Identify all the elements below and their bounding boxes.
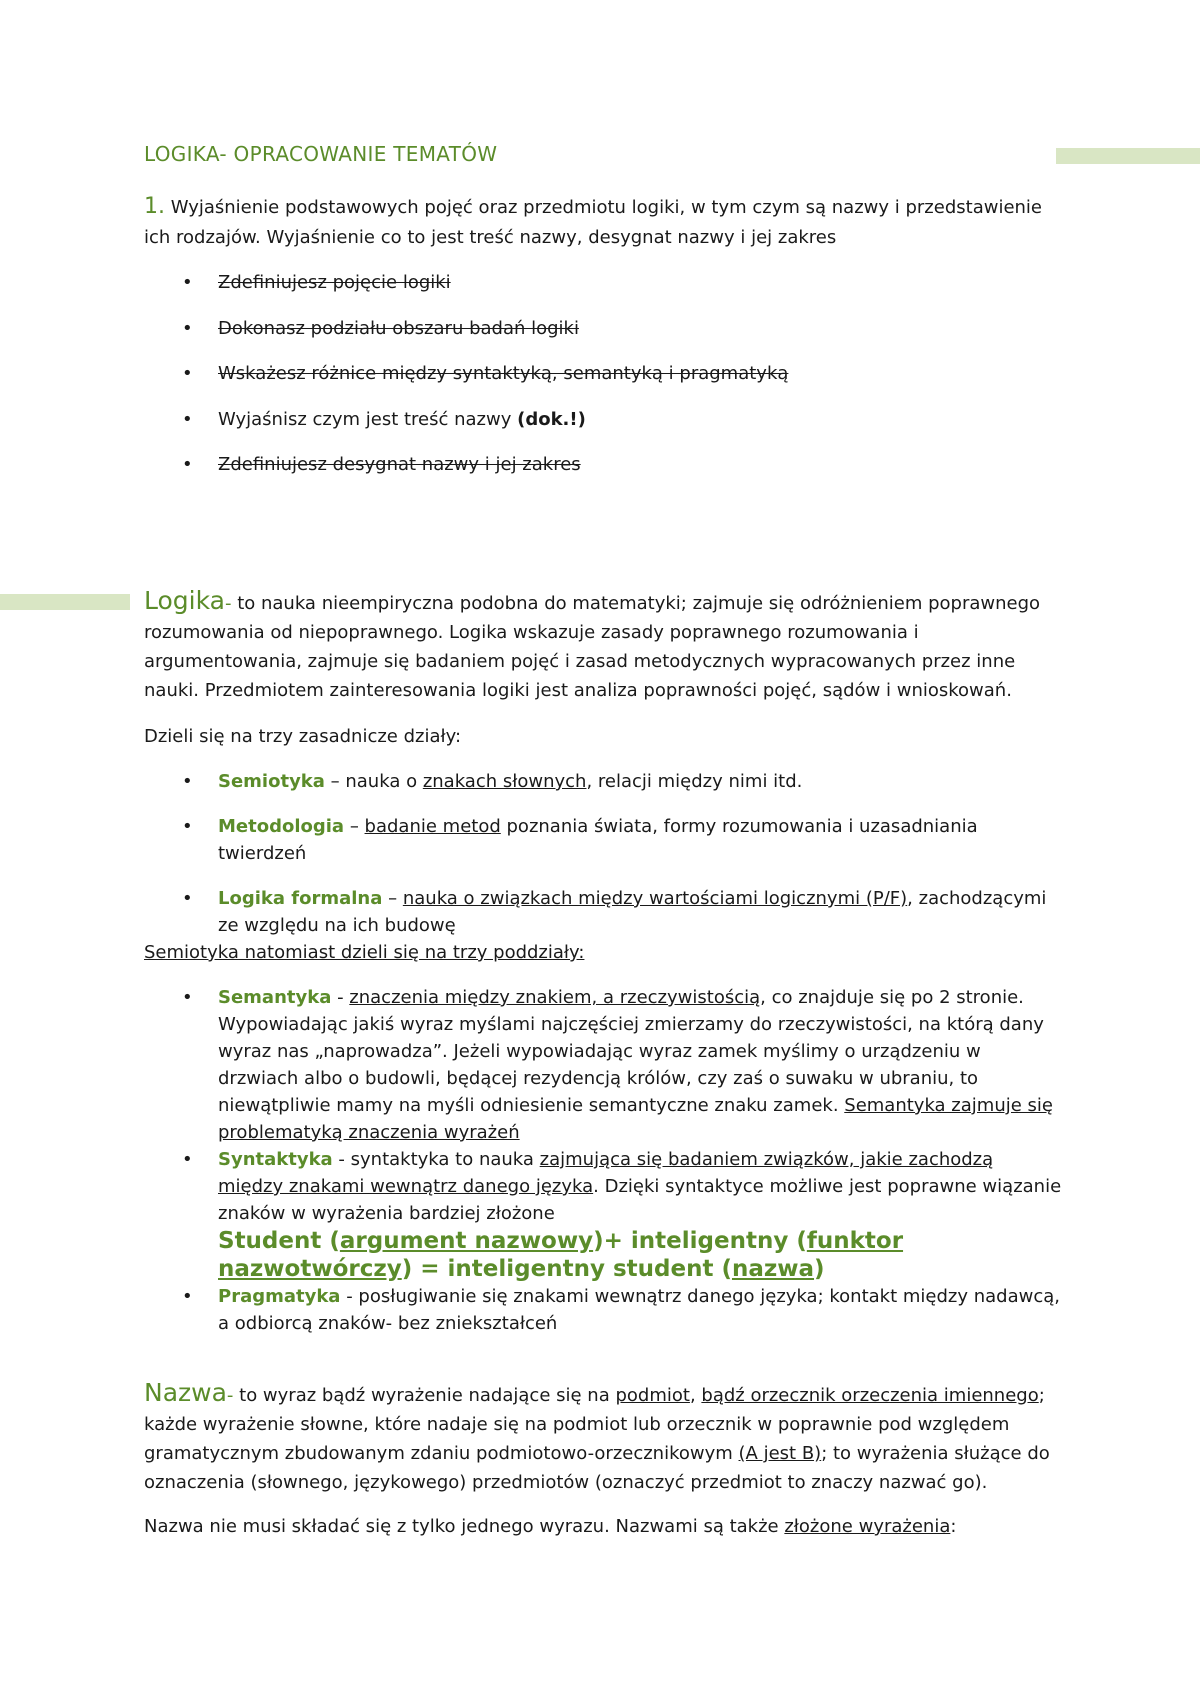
semiotics-item-semantyka: • Semantyka - znaczenia między znakiem, a rzeczywistością, co znajduje się po 2 stronie. Wypowiadając jakiś wyraz myślami najczęściej zmierzamy do rzeczywistości, na którą dany wyraz nas „naprowadza”. Jeżeli wypowiadając wyraz zamek myślimy o urządzeniu w drzwiach albo o budowli, będącej rezydencją królów, czy zaś o suwaku w ubraniu, to niewątpliwie mamy na myśli odniesienie semantyczne znaku zamek. Semantyka zajmuje się problematyką znaczenia wyrażeń xyxy=(182,984,1062,1146)
division-item: • Semiotyka – nauka o znakach słownych, relacji między nimi itd. xyxy=(182,768,1062,795)
semiotics-item-pragmatyka: • Pragmatyka - posługiwanie się znakami wewnątrz danego języka; kontakt między nadawcą, a odbiorcą znaków- bez zniekształceń xyxy=(182,1283,1062,1337)
nazwa-term: Nazwa xyxy=(144,1378,227,1407)
division-item: • Metodologia – badanie metod poznania świata, formy rozumowania i uzasadniania twierdzeń xyxy=(182,813,1062,867)
logika-definition: Logika- to nauka nieempiryczna podobna do matematyki; zajmuje się odróżnieniem poprawnego rozumowania od niepoprawnego. Logika wskazuje zasady poprawnego rozumowania i argumentowania, zajmuje się badaniem pojęć i zasad metodycznych wypracowanych przez inne nauki. Przedmiotem zainteresowania logiki jest analiza poprawności pojęć, sądów i wnioskowań. xyxy=(144,586,1041,701)
question-text: Wyjaśnienie podstawowych pojęć oraz przedmiotu logiki, w tym czym są nazwy i przedstawienie ich rodzajów. Wyjaśnienie co to jest treść nazwy, desygnat nazwy i jej zakres xyxy=(144,197,1042,248)
learning-goals-list xyxy=(182,268,788,496)
question-number: 1. xyxy=(144,194,165,219)
goal-item: • Zdefiniujesz desygnat nazwy i jej zakres xyxy=(182,450,788,496)
goal-item: • Dokonasz podziału obszaru badań logiki xyxy=(182,314,788,360)
syntax-example: Student (argument nazwowy)+ inteligentny (funktor nazwotwórczy) = inteligentny student (nazwa) xyxy=(218,1228,904,1282)
nazwa-note: Nazwa nie musi składać się z tylko jednego wyrazu. Nazwami są także złożone wyrażenia: xyxy=(144,1516,957,1537)
semiotics-item-syntaktyka: • Syntaktyka - syntaktyka to nauka zajmująca się badaniem związków, jakie zachodzą między znakami wewnątrz danego języka. Dzięki syntaktyce możliwe jest poprawne wiązanie znaków w wyrażenia bardziej złożone Student (argument nazwowy)+ inteligentny (funktor nazwotwórczy) = inteligentny student (nazwa) xyxy=(182,1146,1062,1283)
decorative-bar-right xyxy=(1056,148,1200,164)
goal-item: • Zdefiniujesz pojęcie logiki xyxy=(182,268,788,314)
semiotics-intro: Semiotyka natomiast dzieli się na trzy poddziały: xyxy=(144,942,585,963)
question-1 xyxy=(144,192,1044,253)
division-item: • Logika formalna – nauka o związkach między wartościami logicznymi (P/F), zachodzącymi ze względu na ich budowę xyxy=(182,885,1062,939)
divisions-list xyxy=(182,768,1062,939)
semiotics-list xyxy=(182,984,1062,1337)
decorative-bar-left xyxy=(0,594,130,610)
page-title: LOGIKA- OPRACOWANIE TEMATÓW xyxy=(144,142,498,166)
logika-term: Logika xyxy=(144,586,225,615)
goal-item: • Wyjaśnisz czym jest treść nazwy (dok.!) xyxy=(182,405,788,451)
nazwa-definition: Nazwa- to wyraz bądź wyrażenie nadające się na podmiot, bądź orzecznik orzeczenia imiennego; każde wyrażenie słowne, które nadaje się na podmiot lub orzecznik w poprawnie pod względem gramatycznym zbudowanym zdaniu podmiotowo-orzecznikowym (A jest B); to wyrażenia służące do oznaczenia (słownego, językowego) przedmiotów (oznaczyć przedmiot to znaczy nazwać go). xyxy=(144,1378,1050,1493)
goal-item: • Wskażesz różnice między syntaktyką, semantyką i pragmatyką xyxy=(182,359,788,405)
divisions-intro: Dzieli się na trzy zasadnicze działy: xyxy=(144,726,462,747)
